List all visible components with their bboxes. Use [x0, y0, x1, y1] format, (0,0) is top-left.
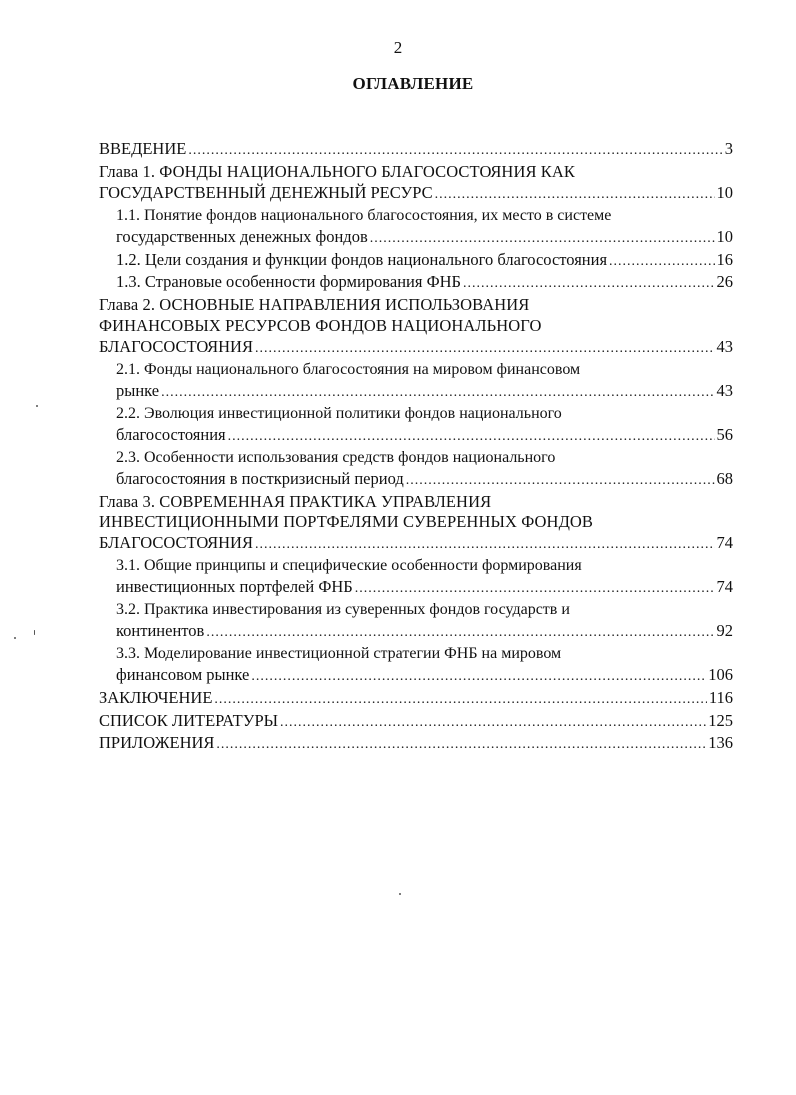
toc-entry-text: Глава 1. ФОНДЫ НАЦИОНАЛЬНОГО БЛАГОСОСТОЯНИЯ КАК: [99, 161, 576, 181]
toc-entry-text: 3.2. Практика инвестирования из суверенных фондов государств и: [116, 601, 570, 619]
toc-section-entry[interactable]: [99, 600, 733, 644]
toc-chapter-entry[interactable]: [99, 492, 733, 557]
toc-leader-dots: [255, 535, 715, 556]
toc-page-number: 3: [724, 139, 733, 158]
toc-entry-text: ЗАКЛЮЧЕНИЕ: [99, 687, 213, 707]
toc-page-number: 92: [716, 620, 733, 640]
toc-entry-text: 3.1. Общие принципы и специфические особенности формирования: [116, 557, 582, 575]
toc-entry-text: рынке: [116, 380, 160, 400]
toc-entry-text: ПРИЛОЖЕНИЯ: [99, 733, 215, 753]
toc-leader-dots: [214, 690, 706, 711]
toc-chapter-entry[interactable]: [99, 711, 733, 734]
toc-chapter-entry[interactable]: [99, 162, 733, 206]
page-title: ОГЛАВЛЕНИЕ: [352, 74, 474, 93]
toc-section-entry[interactable]: [99, 556, 733, 600]
toc-entry-text: 1.1. Понятие фондов национального благосостояния, их место в системе: [116, 206, 612, 224]
toc-leader-dots: [255, 339, 715, 360]
toc-page-number: 10: [716, 182, 733, 202]
toc-chapter-entry[interactable]: [99, 733, 733, 756]
toc-page-number: 16: [716, 249, 733, 269]
toc-leader-dots: [609, 252, 714, 273]
toc-entry-text: континентов: [116, 620, 205, 640]
toc-leader-dots: [161, 383, 714, 404]
toc-entry-text: благосостояния в посткризисный период: [116, 468, 404, 488]
toc-page-number: 74: [716, 577, 733, 597]
scan-speck: [36, 405, 38, 407]
toc-section-entry[interactable]: [99, 272, 733, 295]
toc-leader-dots: [370, 229, 715, 250]
toc-entry-text: ИНВЕСТИЦИОННЫМИ ПОРТФЕЛЯМИ СУВЕРЕННЫХ ФОНДОВ: [99, 512, 594, 532]
toc-entry-text: 2.1. Фонды национального благосостояния на мировом финансовом: [116, 361, 581, 379]
toc-entry-text: Глава 3. СОВРЕМЕННАЯ ПРАКТИКА УПРАВЛЕНИЯ: [99, 491, 492, 511]
toc-entry-text: 2.3. Особенности использования средств фондов национального: [116, 448, 556, 466]
toc-section-entry[interactable]: [99, 360, 733, 404]
toc-entry-text: 1.3. Страновые особенности формирования ФНБ: [116, 272, 462, 292]
scan-speck: [14, 637, 16, 639]
toc-entry-text: 2.2. Эволюция инвестиционной политики фондов национального: [116, 404, 562, 422]
toc-page-number: 125: [708, 710, 733, 730]
toc-page-number: 26: [716, 272, 733, 292]
toc-leader-dots: [280, 713, 706, 734]
toc-section-entry[interactable]: [99, 644, 733, 688]
toc-section-entry[interactable]: [99, 404, 733, 448]
toc-leader-dots: [188, 141, 722, 162]
toc-page-number: 116: [708, 687, 733, 707]
toc-entry-text: благосостояния: [116, 424, 226, 444]
toc-leader-dots: [406, 471, 715, 492]
toc-leader-dots: [251, 667, 706, 688]
scan-speck: [34, 630, 35, 635]
toc-page-number: 136: [708, 733, 733, 753]
toc-page-number: 106: [708, 664, 733, 684]
scan-speck: [399, 893, 401, 895]
toc-entry-text: ВВЕДЕНИЕ: [99, 139, 187, 158]
toc-entry-text: БЛАГОСОСТОЯНИЯ: [99, 337, 253, 357]
toc-leader-dots: [463, 274, 714, 295]
toc-page-number: 43: [716, 337, 733, 357]
toc-chapter-entry[interactable]: [99, 139, 733, 162]
toc-leader-dots: [206, 623, 714, 644]
toc-section-entry[interactable]: [99, 448, 733, 492]
toc-chapter-entry[interactable]: [99, 688, 733, 711]
toc-entry-text: инвестиционных портфелей ФНБ: [116, 577, 353, 597]
toc-entry-text: государственных денежных фондов: [116, 226, 368, 246]
toc-page-number: 56: [716, 424, 733, 444]
toc-entry-text: 1.2. Цели создания и функции фондов национального благосостояния: [116, 249, 608, 269]
toc-entry-text: БЛАГОСОСТОЯНИЯ: [99, 533, 253, 553]
toc-leader-dots: [228, 427, 715, 448]
toc-entry-text: ФИНАНСОВЫХ РЕСУРСОВ ФОНДОВ НАЦИОНАЛЬНОГО: [99, 316, 542, 336]
toc-section-entry[interactable]: [99, 250, 733, 273]
toc-chapter-entry[interactable]: [99, 295, 733, 360]
toc-entry-text: ГОСУДАРСТВЕННЫЙ ДЕНЕЖНЫЙ РЕСУРС: [99, 182, 433, 202]
toc-leader-dots: [435, 185, 715, 206]
toc-leader-dots: [355, 579, 715, 600]
toc-entry-text: СПИСОК ЛИТЕРАТУРЫ: [99, 710, 279, 730]
toc-entry-text: финансовом рынке: [116, 664, 250, 684]
toc-page-number: 68: [716, 468, 733, 488]
table-of-contents: [99, 139, 733, 756]
page-number: 2: [393, 38, 403, 57]
toc-leader-dots: [216, 735, 706, 756]
toc-entry-text: Глава 2. ОСНОВНЫЕ НАПРАВЛЕНИЯ ИСПОЛЬЗОВАНИЯ: [99, 295, 530, 315]
toc-page-number: 43: [716, 380, 733, 400]
toc-page-number: 74: [716, 533, 733, 553]
toc-section-entry[interactable]: [99, 206, 733, 250]
toc-page-number: 10: [716, 226, 733, 246]
toc-entry-text: 3.3. Моделирование инвестиционной стратегии ФНБ на мировом: [116, 644, 562, 662]
